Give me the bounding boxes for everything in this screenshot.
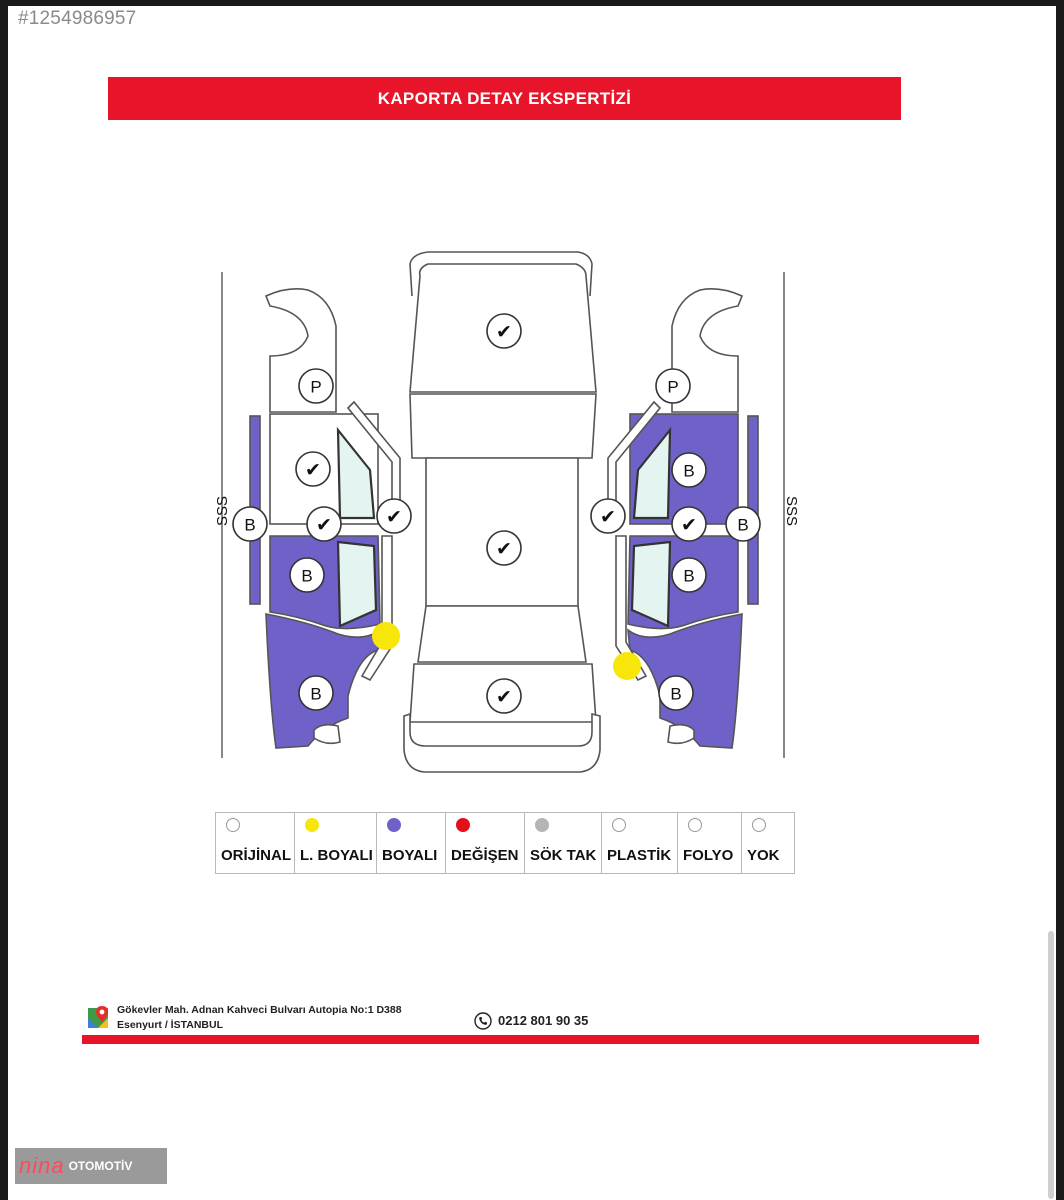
left-local-paint-marker	[372, 622, 400, 650]
watermark-sub: OTOMOTİV	[68, 1159, 133, 1173]
check-marker	[307, 507, 341, 541]
right-rear-window	[632, 542, 670, 626]
legend-item-foil	[678, 813, 742, 873]
check-marker	[377, 499, 411, 533]
painted-marker	[290, 558, 324, 592]
svg-text:✔: ✔	[305, 459, 321, 481]
rear-window	[418, 606, 586, 662]
plastic-marker	[656, 369, 690, 403]
legend-dot	[305, 818, 319, 832]
svg-text:✔: ✔	[386, 506, 402, 528]
map-pin-icon	[86, 1004, 110, 1030]
painted-marker	[659, 676, 693, 710]
svg-text:P: P	[310, 377, 322, 397]
svg-text:✔: ✔	[496, 538, 512, 560]
painted-marker	[299, 676, 333, 710]
svg-text:P: P	[667, 377, 679, 397]
legend-dot	[226, 818, 240, 832]
right-rear-light	[668, 725, 694, 744]
legend-item-local-paint	[295, 813, 377, 873]
legend-label: FOLYO	[683, 847, 734, 864]
svg-text:✔: ✔	[681, 514, 697, 536]
svg-text:B: B	[683, 461, 695, 481]
right-side-label: SSS	[783, 495, 800, 527]
legend-dot	[688, 818, 702, 832]
svg-text:B: B	[683, 566, 695, 586]
left-rear-light	[314, 725, 340, 744]
right-local-paint-marker	[613, 652, 641, 680]
svg-text:B: B	[670, 684, 682, 704]
svg-text:B: B	[737, 515, 749, 535]
left-rear-window	[338, 542, 376, 626]
legend-label: ORİJİNAL	[221, 847, 292, 864]
check-marker	[487, 531, 521, 565]
legend-item-painted	[377, 813, 446, 873]
left-side-label: SSS	[214, 495, 231, 527]
legend-dot	[387, 818, 401, 832]
footer-divider	[82, 1035, 979, 1044]
footer-address	[117, 1003, 402, 1033]
legend-item-original	[216, 813, 295, 873]
check-marker	[591, 499, 625, 533]
listing-id: #1254986957	[18, 8, 137, 29]
legend-label: DEĞİŞEN	[451, 847, 519, 864]
painted-marker	[726, 507, 760, 541]
watermark-brand: nina	[19, 1153, 65, 1178]
scrollbar[interactable]	[1048, 931, 1054, 1199]
legend-label: PLASTİK	[607, 847, 672, 864]
svg-text:B: B	[244, 515, 256, 535]
legend-item-removed	[525, 813, 602, 873]
legend-dot	[535, 818, 549, 832]
report-sheet	[8, 6, 1056, 1200]
phone-icon	[474, 1012, 492, 1030]
legend-label: BOYALI	[382, 847, 438, 864]
report-title: KAPORTA DETAY EKSPERTİZİ	[108, 77, 901, 120]
legend-label: YOK	[747, 847, 780, 864]
legend-item-changed	[446, 813, 525, 873]
legend-dot	[456, 818, 470, 832]
svg-text:✔: ✔	[316, 514, 332, 536]
painted-marker	[672, 453, 706, 487]
check-marker	[296, 452, 330, 486]
plastic-marker	[299, 369, 333, 403]
svg-text:✔: ✔	[496, 686, 512, 708]
address-line-2: Esenyurt / İSTANBUL	[117, 1019, 223, 1031]
legend-dot	[612, 818, 626, 832]
svg-text:B: B	[301, 566, 313, 586]
svg-text:B: B	[310, 684, 322, 704]
address-line-1: Gökevler Mah. Adnan Kahveci Bulvarı Autopia No:1 D388	[117, 1004, 402, 1016]
legend-label: L. BOYALI	[300, 847, 373, 864]
legend-dot	[752, 818, 766, 832]
windshield	[410, 394, 596, 458]
check-marker	[487, 679, 521, 713]
footer-phone: 0212 801 90 35	[498, 1013, 589, 1028]
watermark-logo	[15, 1148, 167, 1184]
painted-marker	[233, 507, 267, 541]
legend-item-plastic	[602, 813, 678, 873]
svg-text:✔: ✔	[496, 321, 512, 343]
legend-item-none	[742, 813, 794, 873]
legend-label: SÖK TAK	[530, 847, 597, 864]
svg-text:✔: ✔	[600, 506, 616, 528]
check-marker	[672, 507, 706, 541]
legend	[215, 812, 795, 874]
check-marker	[487, 314, 521, 348]
painted-marker	[672, 558, 706, 592]
